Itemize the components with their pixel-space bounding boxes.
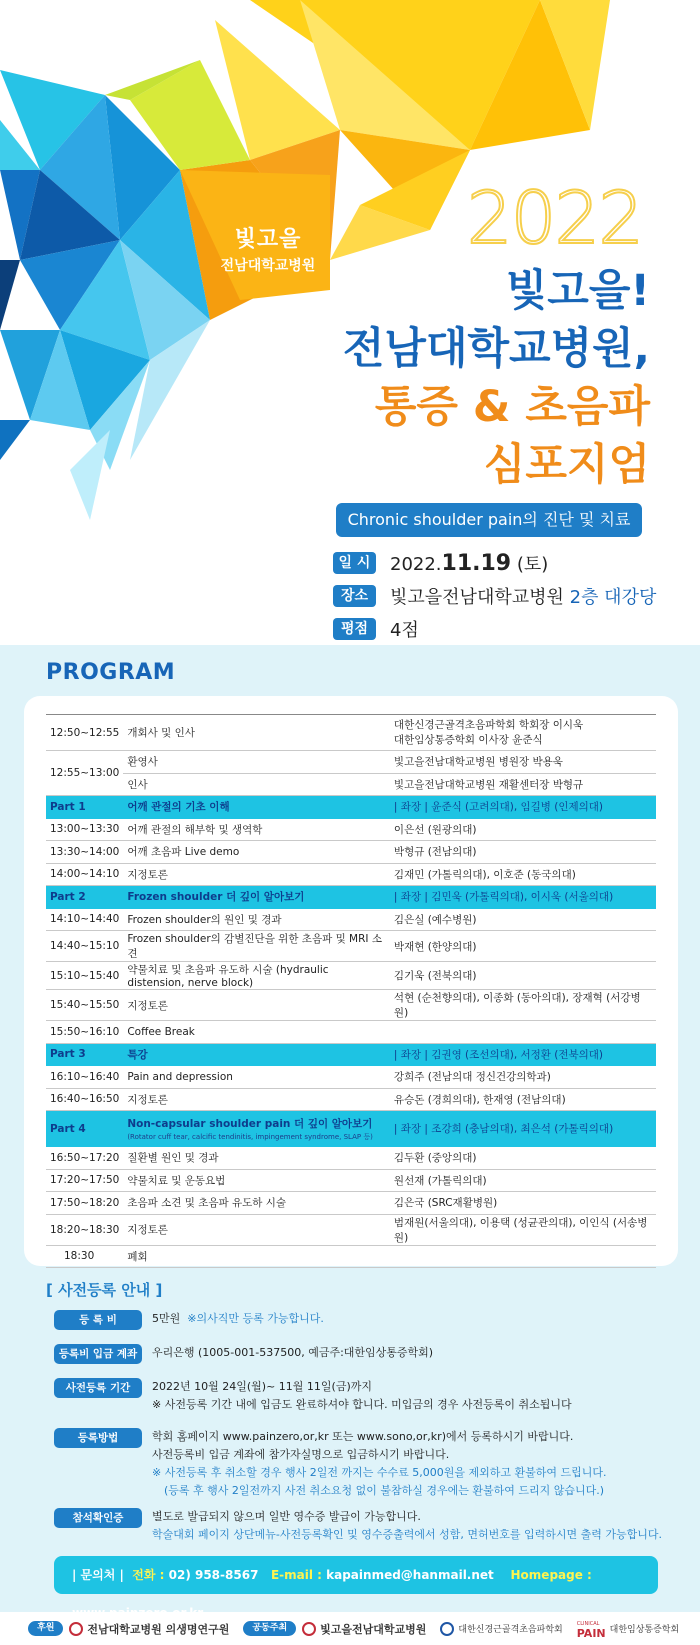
- reg-period-row: [54, 1378, 674, 1414]
- speaker: 김기욱 (전북의대): [390, 962, 656, 990]
- session-title-text: 어깨 초음파 Live demo: [127, 846, 240, 859]
- session-time: 14:10~14:40: [46, 908, 123, 931]
- speaker-line: 대한임상통증학회 이사장 윤준식: [393, 733, 543, 746]
- host-tag: 공동주최: [243, 1621, 296, 1636]
- reg-method-line4: (등록 후 행사 2일전까지 사전 취소요청 없이 불참하실 경우에는 환불하여 드리지 않습니다.): [164, 1484, 605, 1497]
- program-part-header: [46, 796, 656, 819]
- session-title: [123, 1147, 390, 1170]
- session-title: [123, 773, 390, 796]
- program-row: [46, 1066, 656, 1089]
- program-row: [46, 1169, 656, 1192]
- session-title: [123, 863, 390, 886]
- session-note: (Rotator cuff tear, calcific tendinitis, impingement syndrome, SLAP 등): [127, 1132, 373, 1141]
- reg-account-tag: 등록비 입금 계좌: [54, 1344, 142, 1364]
- session-title: [123, 886, 390, 909]
- speaker-line: 대한신경근골격초음파학회 학회장 이시욱: [393, 718, 584, 731]
- hospital-logo-badge: [203, 222, 333, 275]
- session-title: [123, 908, 390, 931]
- reg-method-line1: 학회 홈페이지 www.painzero,or,kr 또는 www.sono,or,kr)에서 등록하시기 바랍니다.: [152, 1430, 574, 1443]
- session-title-text: 환영사: [127, 756, 158, 769]
- session-title: [123, 1111, 390, 1147]
- footer-sponsors: [0, 1612, 700, 1645]
- session-title-text: Frozen shoulder의 감별진단을 위한 초음파 및 MRI 소견: [127, 933, 382, 960]
- program-row: [46, 990, 656, 1021]
- session-title-text: 지정토론: [127, 1224, 168, 1236]
- speaker: 원선재 (가톨릭의대): [390, 1169, 656, 1192]
- session-title-text: Coffee Break: [127, 1025, 195, 1038]
- session-time: 18:30: [46, 1245, 123, 1268]
- part-label: Part 4: [46, 1111, 123, 1147]
- title-line1: 빛고을!: [505, 266, 650, 316]
- session-time: 14:40~15:10: [46, 931, 123, 962]
- reg-account-value: 우리은행 (1005-001-537500, 예금주:대한임상통증학회): [152, 1346, 434, 1359]
- reg-fee-row: [54, 1310, 674, 1330]
- event-year: 2022: [466, 176, 642, 260]
- logo-line1: 빛고을: [234, 227, 302, 252]
- contact-phone-label: 전화 :: [132, 1568, 165, 1582]
- speaker: 빛고을전남대학교병원 재활센터장 박형규: [390, 773, 656, 796]
- session-title-text: 어깨 관절의 해부학 및 생역학: [127, 823, 263, 836]
- reg-period-tag: 사전등록 기간: [54, 1378, 142, 1398]
- session-title: [123, 1214, 390, 1245]
- reg-method-line2: 사전등록비 입금 계좌에 참가자실명으로 입금하시기 바랍니다.: [152, 1448, 450, 1461]
- session-title-text: Non-capsular shoulder pain 더 깊이 알아보기: [127, 1117, 373, 1130]
- reg-cert-line2: 학술대회 페이지 상단메뉴-사전등록확인 및 영수증출력에서 성함, 면허번호를 입력하시면 출력 가능합니다.: [152, 1528, 662, 1541]
- session-title: [123, 990, 390, 1021]
- title-line2: 전남대학교병원,: [342, 324, 650, 374]
- date-tag: 일 시: [333, 552, 376, 574]
- session-title-text: 특강: [127, 1048, 148, 1061]
- session-time: 15:40~15:50: [46, 990, 123, 1021]
- session-title-text: 약물치료 및 초음파 유도하 시술 (hydraulic distension, nerve block): [127, 964, 329, 989]
- program-row: [46, 1021, 656, 1044]
- session-title: [123, 1066, 390, 1089]
- program-row: [46, 841, 656, 864]
- speaker: 박형규 (전남의대): [390, 841, 656, 864]
- reg-period-line2: ※ 사전등록 기간 내에 입금도 완료하셔야 합니다. 미입금의 경우 사전등록이 취소됩니다: [152, 1398, 572, 1411]
- session-title: [123, 751, 390, 774]
- speaker: 석현 (순천향의대), 이종화 (동아의대), 장재혁 (서강병원): [390, 990, 656, 1021]
- program-row: [46, 1245, 656, 1268]
- date-value: 2022.11.19 (토): [390, 551, 549, 576]
- session-time: 13:30~14:00: [46, 841, 123, 864]
- session-time: 15:10~15:40: [46, 962, 123, 990]
- session-title-text: 질환별 원인 및 경과: [127, 1152, 219, 1165]
- session-title-text: 어깨 관절의 기초 이해: [127, 801, 230, 814]
- speaker: [390, 1245, 656, 1268]
- session-title-text: 초음파 소견 및 초음파 유도하 시술: [127, 1197, 287, 1210]
- speaker: 김재민 (가톨릭의대), 이호준 (동국의대): [390, 863, 656, 886]
- program-part-header: [46, 1111, 656, 1147]
- host3-name: 대한임상통증학회: [609, 1625, 680, 1635]
- session-title-text: Frozen shoulder의 원인 및 경과: [127, 913, 282, 926]
- score-tag: 평점: [333, 618, 376, 640]
- session-time: 15:50~16:10: [46, 1021, 123, 1044]
- session-title: [123, 841, 390, 864]
- program-part-header: [46, 886, 656, 909]
- session-title-text: 개회사 및 인사: [127, 727, 195, 739]
- program-row: [46, 1088, 656, 1111]
- hero-banner: [0, 0, 700, 645]
- program-row: [46, 1192, 656, 1215]
- session-time: 12:55~13:00: [46, 751, 123, 796]
- speaker: 강희주 (전남의대 정신건강의학과): [390, 1066, 656, 1089]
- reg-method-tag: 등록방법: [54, 1428, 142, 1448]
- program-row: [46, 962, 656, 990]
- event-title: [343, 262, 650, 494]
- program-row: [46, 931, 656, 962]
- speaker: 김은실 (예수병원): [390, 908, 656, 931]
- hospital-emblem-icon: [69, 1622, 83, 1636]
- date-row: [333, 550, 548, 576]
- reg-cert-tag: 참석확인증: [54, 1508, 142, 1528]
- reg-fee-tag: 등 록 비: [54, 1310, 142, 1330]
- session-title: [123, 796, 390, 819]
- speaker: 김두환 (중앙의대): [390, 1147, 656, 1170]
- sponsor-name: 전남대학교병원 의생명연구원: [87, 1622, 230, 1636]
- contact-email-label: E-mail :: [270, 1568, 322, 1582]
- program-part-header: [46, 1043, 656, 1066]
- program-row: [46, 773, 656, 796]
- speaker: [390, 715, 656, 751]
- session-time: 16:50~17:20: [46, 1147, 123, 1170]
- contact-phone[interactable]: 02) 958-8567: [168, 1568, 259, 1582]
- program-row: [46, 863, 656, 886]
- program-row: [46, 908, 656, 931]
- contact-home-label: Homepage :: [510, 1568, 592, 1582]
- speaker: 김은국 (SRC재활병원): [390, 1192, 656, 1215]
- reg-fee-note: ※의사직만 등록 가능합니다.: [187, 1312, 324, 1325]
- session-time: 12:50~12:55: [46, 715, 123, 751]
- chairperson: | 좌장 | 조강희 (충남의대), 최은석 (가톨릭의대): [390, 1111, 656, 1147]
- speaker: [390, 1021, 656, 1044]
- subject-banner: Chronic shoulder pain의 진단 및 치료: [336, 503, 642, 537]
- session-title-text: 약물치료 및 운동요법: [127, 1174, 226, 1187]
- reg-cert-row: [54, 1508, 674, 1544]
- session-title: [123, 962, 390, 990]
- hospital-emblem-icon: [302, 1622, 316, 1636]
- session-title: [123, 1021, 390, 1044]
- session-title: [123, 1245, 390, 1268]
- contact-label: | 문의처 |: [72, 1568, 124, 1582]
- session-title: [123, 1088, 390, 1111]
- program-table: [46, 714, 656, 1268]
- host2-name: 대한신경근골격초음파학회: [458, 1625, 563, 1635]
- speaker: 빛고을전남대학교병원 병원장 박용욱: [390, 751, 656, 774]
- session-title-text: 지정토론: [127, 868, 168, 881]
- part-label: Part 2: [46, 886, 123, 909]
- chairperson: | 좌장 | 윤준식 (고려의대), 임길병 (인제의대): [390, 796, 656, 819]
- session-time: 18:20~18:30: [46, 1214, 123, 1245]
- venue-row: [333, 583, 656, 609]
- score-value: 4점: [390, 620, 419, 641]
- contact-email-link[interactable]: kapainmed@hanmail.net: [326, 1568, 494, 1582]
- session-title-text: 지정토론: [127, 999, 168, 1012]
- session-title-text: 지정토론: [127, 1093, 168, 1106]
- speaker: 유승돈 (경희의대), 한재영 (전남의대): [390, 1088, 656, 1111]
- program-row: [46, 1147, 656, 1170]
- logo-line2: 전남대학교병원: [220, 258, 316, 274]
- chairperson: | 좌장 | 김권영 (조선의대), 서정환 (전북의대): [390, 1043, 656, 1066]
- venue-tag: 장소: [333, 585, 376, 607]
- host1-name: 빛고을전남대학교병원: [320, 1622, 427, 1636]
- reg-account-row: [54, 1344, 674, 1364]
- society-emblem-icon: [440, 1622, 454, 1636]
- session-title: [123, 715, 390, 751]
- sponsor-tag: 후원: [28, 1621, 63, 1636]
- session-title: [123, 931, 390, 962]
- session-time: 17:20~17:50: [46, 1169, 123, 1192]
- session-title-text: 인사: [127, 778, 148, 791]
- program-row: [46, 818, 656, 841]
- session-time: 16:40~16:50: [46, 1088, 123, 1111]
- part-label: Part 1: [46, 796, 123, 819]
- title-line3: 통증 & 초음파: [374, 382, 650, 432]
- score-row: [333, 616, 419, 642]
- session-time: 17:50~18:20: [46, 1192, 123, 1215]
- speaker: 박재현 (한양의대): [390, 931, 656, 962]
- session-title-text: Pain and depression: [127, 1070, 233, 1083]
- speaker: 이은선 (원광의대): [390, 818, 656, 841]
- session-title: [123, 1192, 390, 1215]
- session-time: 13:00~13:30: [46, 818, 123, 841]
- reg-fee-value: 5만원: [152, 1312, 181, 1325]
- session-title-text: Frozen shoulder 더 깊이 알아보기: [127, 891, 305, 904]
- session-title: [123, 1169, 390, 1192]
- session-title-text: 폐회: [127, 1250, 148, 1263]
- reg-method-row: [54, 1428, 674, 1500]
- session-time: 14:00~14:10: [46, 863, 123, 886]
- reg-cert-line1: 별도로 발급되지 않으며 일반 영수증 발급이 가능합니다.: [152, 1510, 421, 1523]
- reg-period-line1: 2022년 10월 24일(월)~ 11월 11일(금)까지: [152, 1380, 372, 1393]
- part-label: Part 3: [46, 1043, 123, 1066]
- program-row: [46, 751, 656, 774]
- clinical-pain-logo-icon: CLINICAL PAIN: [576, 1620, 606, 1640]
- program-row: [46, 1214, 656, 1245]
- session-time: 16:10~16:40: [46, 1066, 123, 1089]
- program-heading: PROGRAM: [46, 660, 176, 685]
- contact-bar: [54, 1556, 658, 1594]
- venue-value: 빛고을전남대학교병원 2층 대강당: [390, 587, 657, 608]
- title-line4: 심포지엄: [483, 440, 650, 490]
- program-row: [46, 715, 656, 751]
- session-title: [123, 818, 390, 841]
- session-title: [123, 1043, 390, 1066]
- chairperson: | 좌장 | 김민욱 (가톨릭의대), 이시욱 (서울의대): [390, 886, 656, 909]
- reg-method-line3: ※ 사전등록 후 취소할 경우 행사 2일전 까지는 수수료 5,000원을 제외하고 환불하여 드립니다.: [152, 1466, 607, 1479]
- registration-heading: [ 사전등록 안내 ]: [46, 1281, 163, 1299]
- speaker: 범재원(서울의대), 이용택 (성균관의대), 이인식 (서송병원): [390, 1214, 656, 1245]
